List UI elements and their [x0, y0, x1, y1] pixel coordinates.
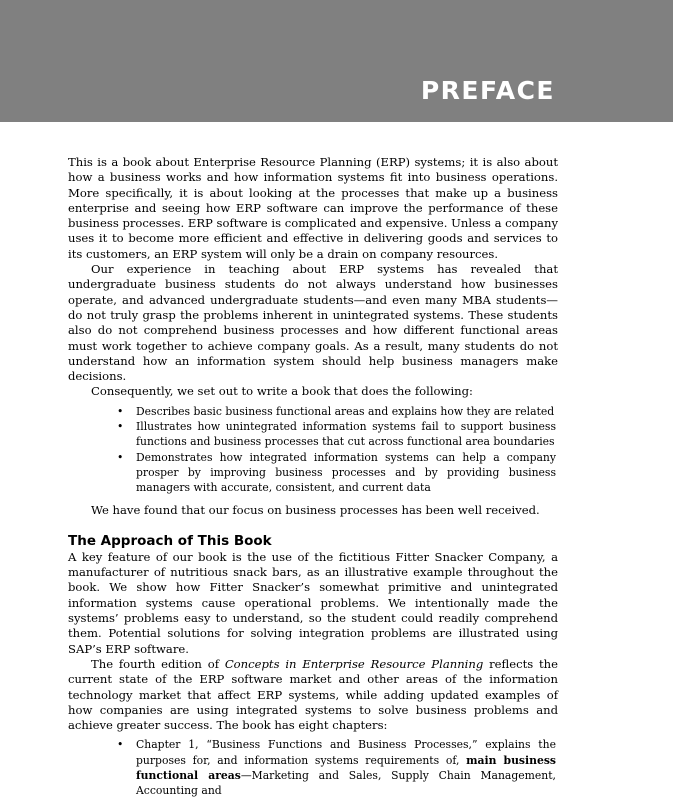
chapters-list	[68, 737, 558, 798]
book-title: Concepts in Enterprise Resource Planning	[224, 656, 484, 671]
intro-paragraph-1: This is a book about Enterprise Resource Planning (ERP) systems; it is also about how a business works and how information systems fit into business operations. More specifically, it is about looking at the processes that make up a business enterprise and seeing how ERP software can improve the performance of these business processes. ERP software is complicated and expensive. Unless a company uses it to become more efficient and effective in delivering goods and services to its customers, an ERP system will only be a drain on company resources.	[68, 155, 558, 261]
list-item: • Describes basic business functional areas and explains how they are related	[117, 404, 555, 418]
section-heading: The Approach of This Book	[68, 532, 272, 549]
list-item: • Illustrates how unintegrated information systems fail to support business functions and business processes that cut across functional area boundaries	[117, 420, 556, 449]
approach-paragraph-2: The fourth edition of Concepts in Enterprise Resource Planning reflects the current state of the ERP software market and other areas of the information technology market that affect ERP systems, while adding updated examples of how companies are using integrated systems to solve business problems and achieve greater success. The book has eight chapters:	[68, 656, 558, 733]
bullet-icon: •	[117, 420, 124, 434]
page-body	[68, 155, 558, 806]
intro-paragraph-2: Our experience in teaching about ERP systems has revealed that undergraduate business students do not always understand how businesses operate, and advanced undergraduate students—and even many MBA students—do not truly grasp the problems inherent in unintegrated systems. These students also do not comprehend business processes and how different functional areas must work together to achieve company goals. As a result, many students do not understand how an information system should help business managers make decisions.	[68, 262, 558, 384]
list-item: • Chapter 1, “Business Functions and Business Processes,” explains the purposes for, and information systems requirements of, main business functional areas—Marketing and Sales, Supply Chain Management, Accounting and	[117, 738, 556, 798]
list-item: • Demonstrates how integrated information systems can help a company prosper by improving business processes and by providing business managers with accurate, consistent, and current data	[117, 450, 556, 495]
intro-paragraph-3: Consequently, we set out to write a book that does the following:	[91, 384, 473, 399]
bullet-icon: •	[117, 738, 124, 752]
bullet-icon: •	[117, 450, 124, 464]
goals-list	[68, 404, 558, 496]
approach-paragraph-1: A key feature of our book is the use of the fictitious Fitter Snacker Company, a manufacturer of nutritious snack bars, as an illustrative example throughout the book. We show how Fitter Snacker’s somewhat primitive and unintegrated information systems cause operational problems. We intentionally made the systems’ problems easy to understand, so the student could readily comprehend them. Potential solutions for solving integration problems are illustrated using SAP’s ERP software.	[68, 549, 558, 656]
chapter-header-banner	[0, 0, 673, 122]
chapter-title: PREFACE	[420, 76, 555, 105]
intro-paragraph-4: We have found that our focus on business processes has been well received.	[91, 502, 540, 517]
bullet-icon: •	[117, 404, 124, 418]
